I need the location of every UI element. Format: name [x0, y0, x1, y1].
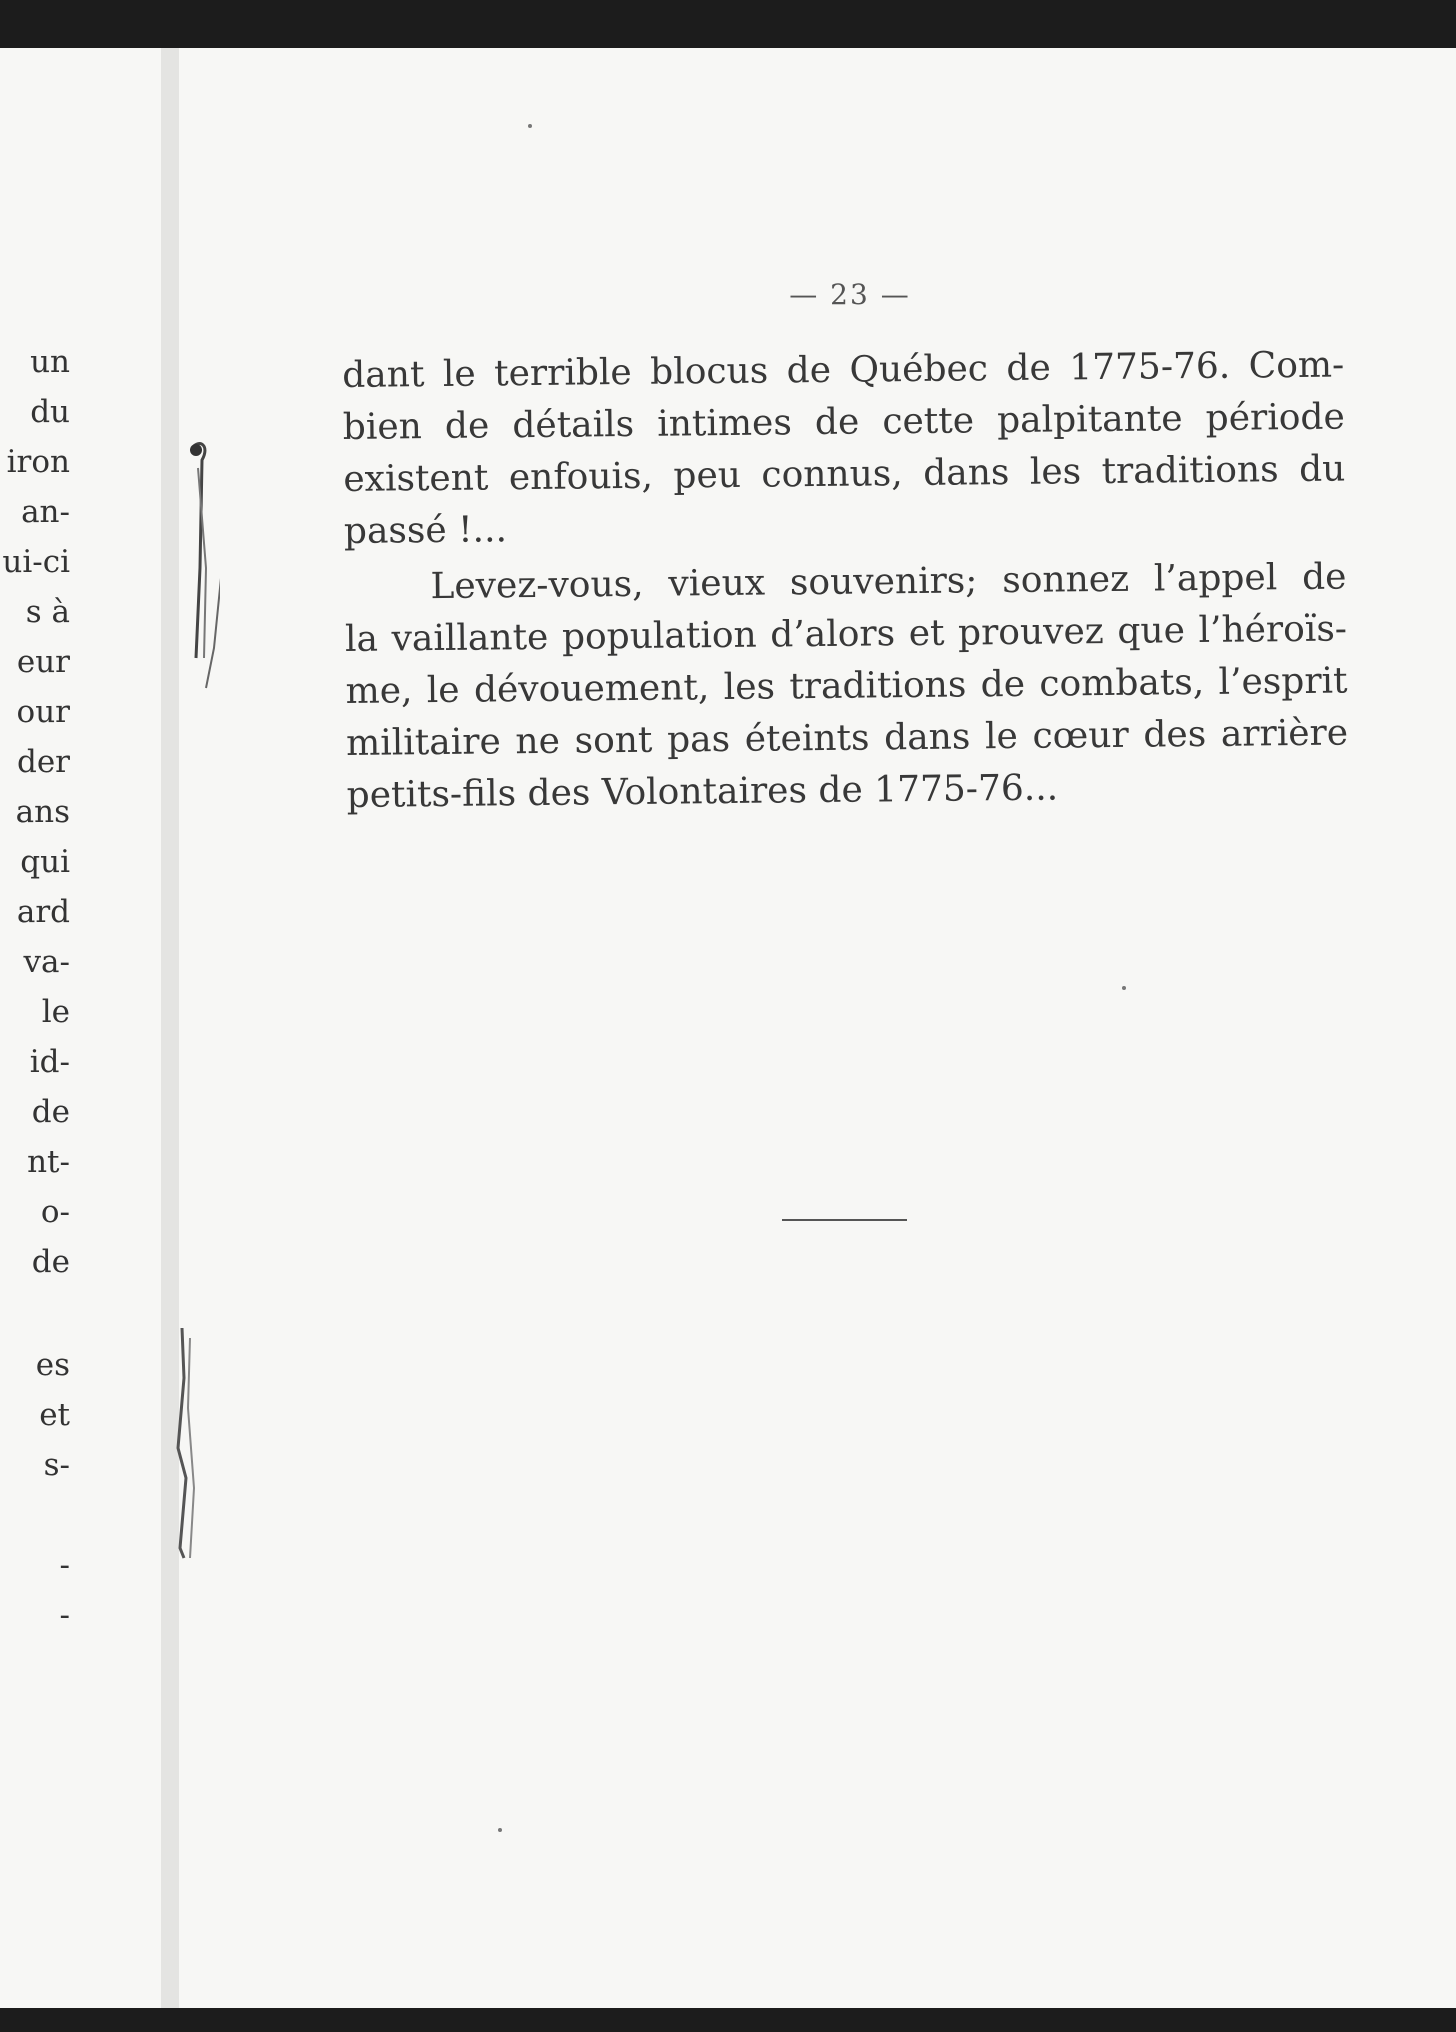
text-line: dant le terrible blocus de Québec de 1775-76. Com-	[342, 344, 1345, 396]
facing-page-fragment: et	[39, 1397, 70, 1433]
text-line: passé !...	[343, 509, 508, 552]
section-divider	[782, 1219, 907, 1221]
facing-page-fragment: de	[31, 1094, 70, 1130]
text-line: bien de détails intimes de cette palpitante période	[342, 396, 1345, 448]
paragraph-2	[344, 551, 1349, 821]
facing-page-fragment: our	[16, 694, 70, 730]
facing-page-fragment: nt-	[27, 1144, 70, 1180]
facing-page-fragment: -	[59, 1597, 70, 1633]
facing-page-fragment: -	[59, 1547, 70, 1583]
facing-page-fragment: an-	[21, 494, 70, 530]
text-line: existent enfouis, peu connus, dans les traditions du	[343, 448, 1346, 500]
facing-page-fragment: un	[30, 344, 70, 380]
facing-page-fragment: id-	[29, 1044, 70, 1080]
paper-speck	[528, 124, 532, 128]
facing-page-fragment: ard	[16, 894, 70, 930]
binding-gutter	[140, 48, 220, 2008]
facing-page-fragment: va-	[23, 944, 70, 980]
text-line: me, le dévouement, les traditions de combats, l’esprit	[345, 660, 1348, 712]
text-line: petits-fils des Volontaires de 1775-76...	[346, 767, 1059, 816]
facing-page-fragment: es	[35, 1347, 70, 1383]
text-line: militaire ne sont pas éteints dans le cœur des arrière	[345, 712, 1349, 764]
facing-page-fragment: s à	[25, 594, 70, 630]
facing-page-column	[0, 48, 90, 2008]
body-text	[342, 340, 1349, 822]
facing-page-fragment: ans	[15, 794, 70, 830]
facing-page-fragment: le	[41, 994, 70, 1030]
binding-stitch-upper	[190, 444, 220, 688]
document-page	[0, 48, 1456, 2008]
text-line: Levez-vous, vieux souvenirs; sonnez l’appel de	[430, 556, 1347, 608]
facing-page-fragment: s-	[43, 1447, 70, 1483]
paragraph-1	[342, 340, 1346, 558]
facing-page-fragment: de	[31, 1244, 70, 1280]
facing-page-fragment: der	[16, 744, 70, 780]
facing-page-fragment: du	[30, 394, 70, 430]
page-number: — 23 —	[789, 278, 911, 311]
paper-speck	[1122, 986, 1126, 990]
facing-page-fragment: iron	[6, 444, 70, 480]
facing-page-fragment: qui	[20, 844, 70, 880]
facing-page-fragment: eur	[16, 644, 70, 680]
binding-stitch-lower	[178, 1328, 194, 1558]
facing-page-fragment: o-	[40, 1194, 70, 1230]
facing-page-fragment: ui-ci	[2, 544, 70, 580]
text-line: la vaillante population d’alors et prouvez que l’héroïs-	[344, 608, 1348, 660]
paper-speck	[498, 1828, 502, 1832]
